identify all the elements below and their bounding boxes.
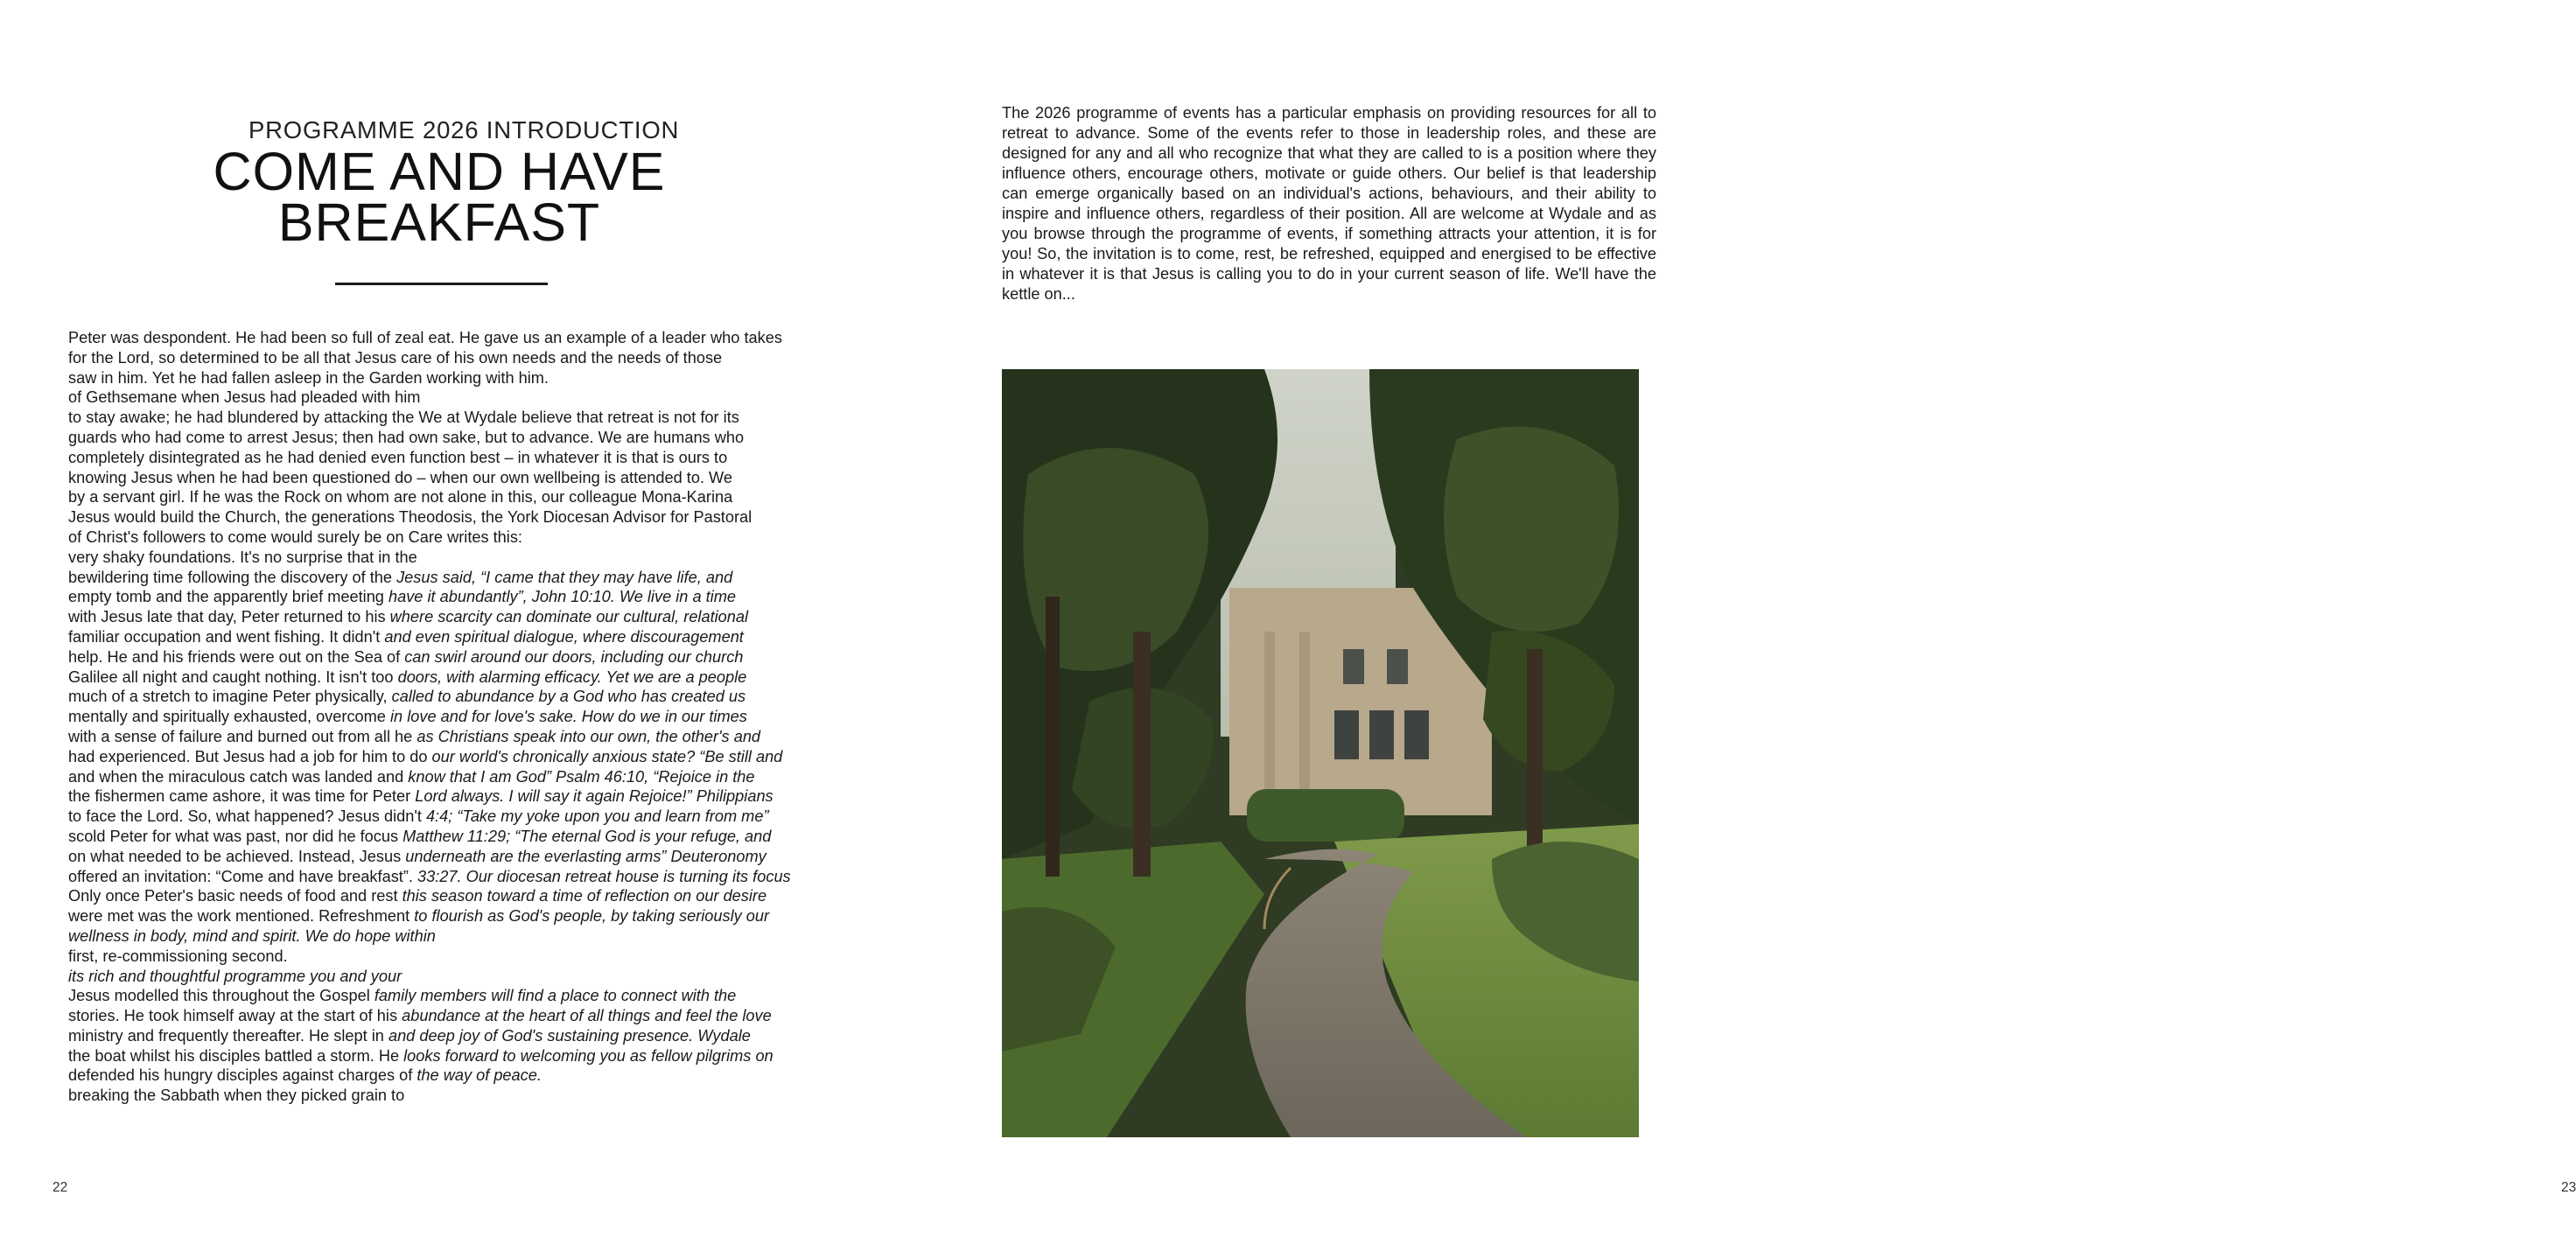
body-line-regular: with Jesus late that day, Peter returned to his xyxy=(68,608,390,626)
title-divider xyxy=(335,283,548,285)
body-line xyxy=(68,1086,821,1106)
body-line xyxy=(68,507,821,528)
body-line-regular: had experienced. But Jesus had a job for him to do xyxy=(68,747,432,765)
body-line-italic: can swirl around our doors, including our church xyxy=(404,647,744,666)
body-line-regular: by a servant girl. If he was the Rock on whom are not alone in this, our colleague Mona-Karina xyxy=(68,488,733,507)
body-line xyxy=(68,348,821,368)
body-line-italic: family members will find a place to connect with the xyxy=(374,987,737,1005)
body-line xyxy=(68,468,821,488)
body-line xyxy=(68,1026,821,1046)
body-line xyxy=(68,1006,821,1026)
body-line xyxy=(68,707,821,727)
page-title-line-1: COME AND HAVE xyxy=(213,142,666,201)
body-line xyxy=(68,607,821,627)
body-line xyxy=(68,986,821,1006)
body-line-regular: on what needed to be achieved. Instead, Jesus xyxy=(68,847,406,865)
body-line xyxy=(68,328,821,348)
body-line-italic: underneath are the everlasting arms” Deuteronomy xyxy=(405,847,766,865)
body-line-regular: Peter was despondent. He had been so full of zeal eat. He gave us an example of a leader who takes xyxy=(68,329,782,346)
page-number-right: 23 xyxy=(2561,1180,2576,1195)
body-line-italic: where scarcity can dominate our cultural, relational xyxy=(389,608,749,626)
body-line xyxy=(68,448,821,468)
body-line-regular: help. He and his friends were out on the Sea of xyxy=(68,647,405,666)
body-line xyxy=(68,786,821,807)
body-line-italic: 33:27. Our diocesan retreat house is turning its focus xyxy=(417,867,791,885)
body-line xyxy=(68,967,821,987)
body-line xyxy=(68,487,821,507)
body-line-regular: completely disintegrated as he had denied even function best – in whatever it is that is ours to xyxy=(68,448,728,466)
body-line xyxy=(68,767,821,787)
body-line-regular: and when the miraculous catch was landed and xyxy=(68,767,409,786)
body-line xyxy=(68,388,821,408)
body-line-italic: Lord always. I will say it again Rejoice!” Philippians xyxy=(415,787,774,806)
body-line-regular: very shaky foundations. It's no surprise that in the xyxy=(68,548,417,566)
body-line-regular: Jesus modelled this throughout the Gospel xyxy=(68,987,374,1005)
body-line-regular: bewildering time following the discovery of the xyxy=(68,568,397,586)
body-line xyxy=(68,587,821,607)
body-line-italic: called to abundance by a God who has created us xyxy=(391,688,746,706)
body-line xyxy=(68,886,821,906)
body-line-regular: to face the Lord. So, what happened? Jesus didn't xyxy=(68,807,426,826)
body-line-regular: stories. He took himself away at the start of his xyxy=(68,1007,402,1025)
body-line-regular: mentally and spiritually exhausted, overcome xyxy=(68,708,390,726)
body-line-regular: ministry and frequently thereafter. He slept in xyxy=(68,1026,388,1045)
body-line-italic: in love and for love's sake. How do we in our times xyxy=(389,708,747,726)
body-line-italic: its rich and thoughtful programme you and your xyxy=(68,967,402,985)
body-line xyxy=(68,727,821,747)
body-line-regular: the boat whilst his disciples battled a storm. He xyxy=(68,1046,404,1065)
body-line-regular: knowing Jesus when he had been questioned do – when our own wellbeing is attended to. We xyxy=(68,468,733,486)
body-line xyxy=(68,568,821,588)
body-line xyxy=(68,368,821,388)
body-line-italic: this season toward a time of reflection on our desire xyxy=(402,887,767,905)
body-line-italic: and deep joy of God's sustaining presence. Wydale xyxy=(388,1026,751,1045)
body-line-regular: of Gethsemane when Jesus had pleaded with him xyxy=(68,388,421,407)
body-line-regular: Jesus would build the Church, the generations Theodosis, the York Diocesan Advisor for Pastoral xyxy=(68,508,752,527)
body-line-italic: doors, with alarming efficacy. Yet we are a people xyxy=(397,667,747,686)
body-line-italic: and even spiritual dialogue, where discouragement xyxy=(384,627,744,646)
body-line xyxy=(68,627,821,647)
body-line xyxy=(68,926,821,947)
page-title xyxy=(192,142,686,252)
body-line-regular: offered an invitation: “Come and have breakfast”. xyxy=(68,867,418,885)
body-line xyxy=(68,847,821,867)
body-line-regular: defended his hungry disciples against charges of xyxy=(68,1066,417,1085)
body-line xyxy=(68,867,821,887)
body-line-italic: have it abundantly”, John 10:10. We live in a time xyxy=(388,588,736,606)
body-line-regular: to stay awake; he had blundered by attacking the We at Wydale believe that retreat is not for its xyxy=(68,409,739,427)
body-line-regular: breaking the Sabbath when they picked grain to xyxy=(68,1087,405,1105)
body-line xyxy=(68,807,821,827)
body-line xyxy=(68,408,821,428)
body-line-italic: looks forward to welcoming you as fellow pilgrims on xyxy=(403,1046,774,1065)
body-line-regular: for the Lord, so determined to be all that Jesus care of his own needs and the needs of those xyxy=(68,348,723,367)
body-line xyxy=(68,647,821,667)
body-line-regular: scold Peter for what was past, nor did he focus xyxy=(68,827,403,845)
body-line-regular: Only once Peter's basic needs of food and rest xyxy=(68,887,402,905)
body-line-regular: were met was the work mentioned. Refreshment xyxy=(68,907,415,926)
body-line xyxy=(68,1046,821,1066)
body-line-regular: guards who had come to arrest Jesus; then had own sake, but to advance. We are humans who xyxy=(68,428,745,446)
body-line-italic: 4:4; “Take my yoke upon you and learn from me” xyxy=(425,807,769,826)
body-text-columns xyxy=(68,328,821,1106)
body-line-regular: with a sense of failure and burned out from all he xyxy=(68,727,417,745)
body-line-italic: abundance at the heart of all things and feel the love xyxy=(402,1007,772,1025)
body-line xyxy=(68,906,821,926)
body-line xyxy=(68,428,821,448)
body-line-italic: Matthew 11:29; “The eternal God is your refuge, and xyxy=(402,827,772,845)
body-line-regular: first, re-commissioning second. xyxy=(68,947,288,965)
body-line-regular: Galilee all night and caught nothing. It isn't too xyxy=(68,667,398,686)
body-line-regular: of Christ's followers to come would surely be on Care writes this: xyxy=(68,528,522,546)
body-line xyxy=(68,548,821,568)
body-line-regular: the fishermen came ashore, it was time for Peter xyxy=(68,787,416,806)
body-line xyxy=(68,687,821,707)
body-line-regular: empty tomb and the apparently brief meeting xyxy=(68,588,388,606)
body-line xyxy=(68,528,821,548)
body-line xyxy=(68,667,821,688)
page-number-left: 22 xyxy=(52,1180,68,1195)
body-line-italic: as Christians speak into our own, the other's and xyxy=(416,727,761,745)
body-line-regular: saw in him. Yet he had fallen asleep in the Garden working with him. xyxy=(68,368,549,387)
body-line xyxy=(68,827,821,847)
body-line-regular: much of a stretch to imagine Peter physically, xyxy=(68,688,392,706)
body-line xyxy=(68,747,821,767)
body-line-italic: wellness in body, mind and spirit. We do hope within xyxy=(68,926,436,945)
intro-paragraph: The 2026 programme of events has a particular emphasis on providing resources for all to retreat to advance. Some of the events refer to those in leadership roles, and these are designed for any and all who recognize that what they are called to is a position where they influence others, encourage others, motivate or guide others. Our belief is that leadership can emerge organically based on an individual's actions, behaviours, and their ability to inspire and influence others, regardless of their position. All are welcome at Wydale and as you browse through the programme of events, if something attracts your attention, it is for you! So, the invitation is to come, rest, be refreshed, equipped and energised to be effective in whatever it is that Jesus is calling you to do in your current season of life. We'll have the kettle on... xyxy=(1002,104,1656,303)
wydale-driveway-photo xyxy=(1002,369,1639,1137)
body-line-italic: the way of peace. xyxy=(416,1066,542,1085)
body-line-italic: Jesus said, “I came that they may have life, and xyxy=(396,568,733,586)
body-line-italic: know that I am God” Psalm 46:10, “Rejoice in the xyxy=(408,767,755,786)
section-kicker: PROGRAMME 2026 INTRODUCTION xyxy=(248,116,680,143)
body-line xyxy=(68,1066,821,1086)
page-title-line-2: BREAKFAST xyxy=(277,192,601,252)
body-line xyxy=(68,947,821,967)
body-line-italic: our world's chronically anxious state? “Be still and xyxy=(431,747,783,765)
body-line-regular: familiar occupation and went fishing. It didn't xyxy=(68,627,385,646)
left-page xyxy=(0,0,875,1237)
body-line-italic: to flourish as God's people, by taking seriously our xyxy=(414,907,770,926)
